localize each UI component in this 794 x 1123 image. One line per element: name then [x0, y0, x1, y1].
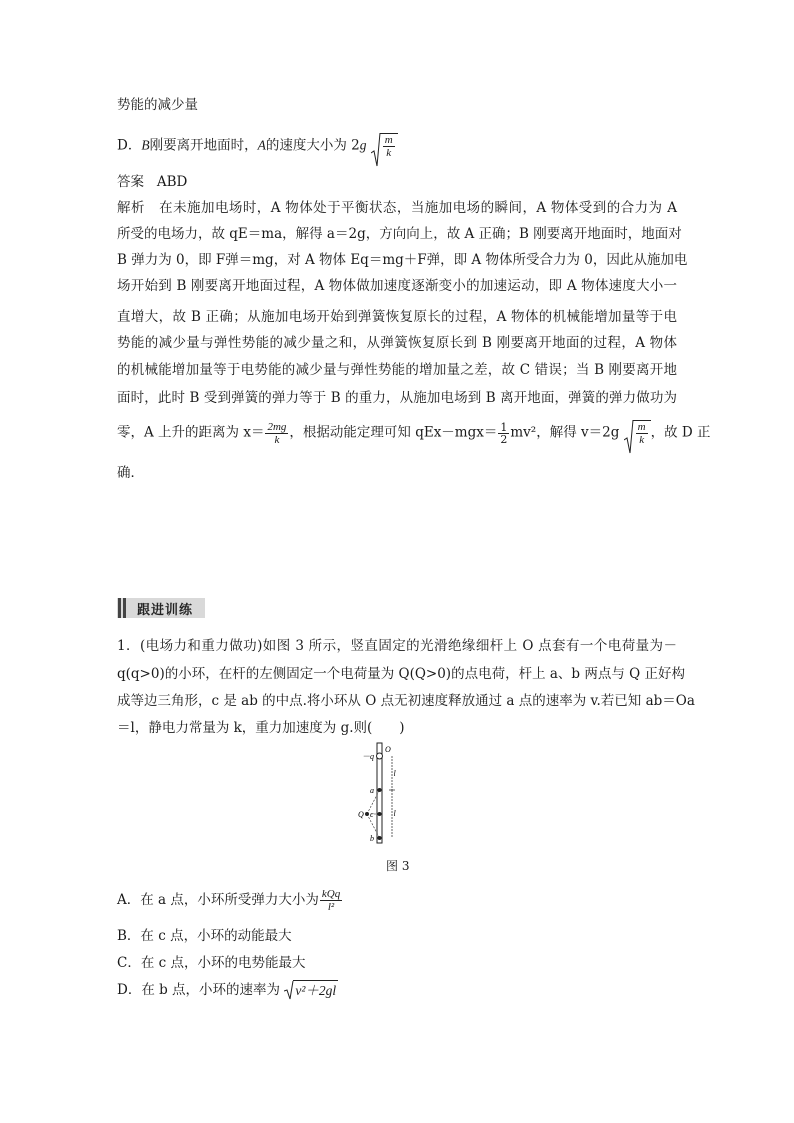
question-line-2: 成等边三角形，c 是 ab 的中点.将小环从 O 点无初速度释放通过 a 点的速率为 v.若已知 ab＝Oa	[117, 693, 695, 709]
analysis-line-2: B 弹力为 0，即 F弹＝mg，对 A 物体 Eq＝mg＋F弹，即 A 物体所受合力为 0，因此从施加电	[117, 252, 688, 268]
frac-num: 2mg	[267, 420, 287, 433]
var-a: A	[257, 137, 266, 153]
question-line-1: q(q>0)的小环，在杆的左侧固定一个电荷量为 Q(Q>0)的点电荷，杆上 a、b 两点与 Q 正好构	[117, 666, 686, 682]
analysis-line-3: 场开始到 B 刚要离开地面过程，A 物体做加速度逐渐变小的加速运动，即 A 物体速度大小一	[117, 278, 677, 294]
label-c: c	[370, 810, 374, 819]
continued-line: 势能的减少量	[117, 97, 198, 113]
analysis-text: 在未施加电场时，A 物体处于平衡状态，当施加电场的瞬间，A 物体受到的合力为 A	[159, 200, 677, 216]
frac-den: k	[274, 433, 280, 446]
sqrt-m-over-k	[371, 133, 398, 159]
fraction-half: $\frac{1}{2}$	[500, 420, 508, 446]
label-O: O	[385, 745, 391, 754]
label-l2: l	[393, 809, 396, 818]
option-d-text: 刚要离开地面时，	[149, 137, 258, 154]
option-a-text: A．在 a 点，小环所受弹力大小为	[117, 892, 319, 908]
option-b: B．在 c 点，小环的动能最大	[117, 928, 292, 944]
sqrt-m-over-k-2	[624, 420, 651, 446]
formula-text-3: mv²，解得 v＝2g	[510, 424, 620, 441]
analysis-line-4: 直增大，故 B 正确；从施加电场开始到弹簧恢复原长的过程，A 物体的机械能增加量等于电	[117, 309, 677, 325]
option-d-text: D．在 b 点，小环的速率为	[117, 982, 281, 998]
analysis-label: 解析	[117, 200, 145, 216]
question-line-0: 1．(电场力和重力做功)如图 3 所示，竖直固定的光滑绝缘细杆上 O 点套有一个电荷量为－	[117, 638, 677, 654]
frac-num: m	[384, 134, 393, 146]
sqrt-v2-2gl	[284, 980, 338, 1001]
option-a	[117, 888, 343, 913]
label-b: b	[370, 834, 374, 843]
formula-text-1: 零，A 上升的距离为 x＝	[117, 424, 265, 441]
analysis-end: 确．	[117, 465, 144, 481]
frac-den: k	[386, 147, 392, 159]
analysis-line-7: 面时，此时 B 受到弹簧的弹力等于 B 的重力，从施加电场到 B 离开地面，弹簧的弹力做功为	[117, 390, 677, 406]
option-d	[117, 980, 338, 1001]
label-q: －q	[362, 752, 374, 761]
analysis-line-6: 的机械能增加量等于电势能的减少量与弹性势能的增加量之差，故 C 错误；当 B 刚要离开地	[117, 362, 677, 378]
label-a: a	[370, 786, 374, 795]
frac-den: k	[639, 434, 645, 446]
analysis-line-0	[117, 198, 677, 218]
formula-text-2: ，根据动能定理可知 qEx－mgx＝	[289, 424, 498, 441]
label-Q: Q	[358, 810, 364, 819]
var-b: B	[141, 137, 150, 153]
sqrt-content: v²＋2gl	[295, 983, 337, 998]
ring	[377, 753, 383, 759]
option-d-prev	[117, 133, 398, 159]
section-title: 跟进训练	[137, 603, 194, 618]
option-c: C．在 c 点，小环的电势能最大	[117, 955, 306, 971]
label-l1: l	[393, 769, 396, 778]
option-d-label: D．	[117, 137, 142, 154]
answer-label: 答案	[117, 174, 144, 190]
answer-value: ABD	[156, 174, 188, 190]
fraction-2mg-k	[265, 421, 288, 446]
section-badge	[117, 598, 205, 618]
fraction-kqq-l2	[320, 888, 342, 913]
option-d-text2: 的速度大小为 2	[265, 137, 360, 154]
analysis-line-1: 所受的电场力，故 qE＝ma，解得 a＝2g，方向向上，故 A 正确；B 刚要离开地面时，地面对	[117, 226, 682, 242]
analysis-formula-line	[117, 420, 711, 446]
formula-text-4: ，故 D 正	[650, 424, 711, 441]
var-g: g	[359, 137, 367, 153]
answer-line	[117, 172, 187, 192]
figure-caption: 图 3	[386, 859, 410, 873]
frac-num: kQq	[321, 888, 341, 900]
frac-den: l²	[327, 901, 335, 913]
question-line-3: ＝l，静电力常量为 k，重力加速度为 g.则( )	[117, 720, 405, 736]
analysis-line-5: 势能的减少量与弹性势能的减少量之和，从弹簧恢复原长到 B 刚要离开地面的过程，A 物体	[117, 335, 677, 351]
frac-num: m	[637, 421, 646, 433]
figure-3	[355, 742, 435, 846]
